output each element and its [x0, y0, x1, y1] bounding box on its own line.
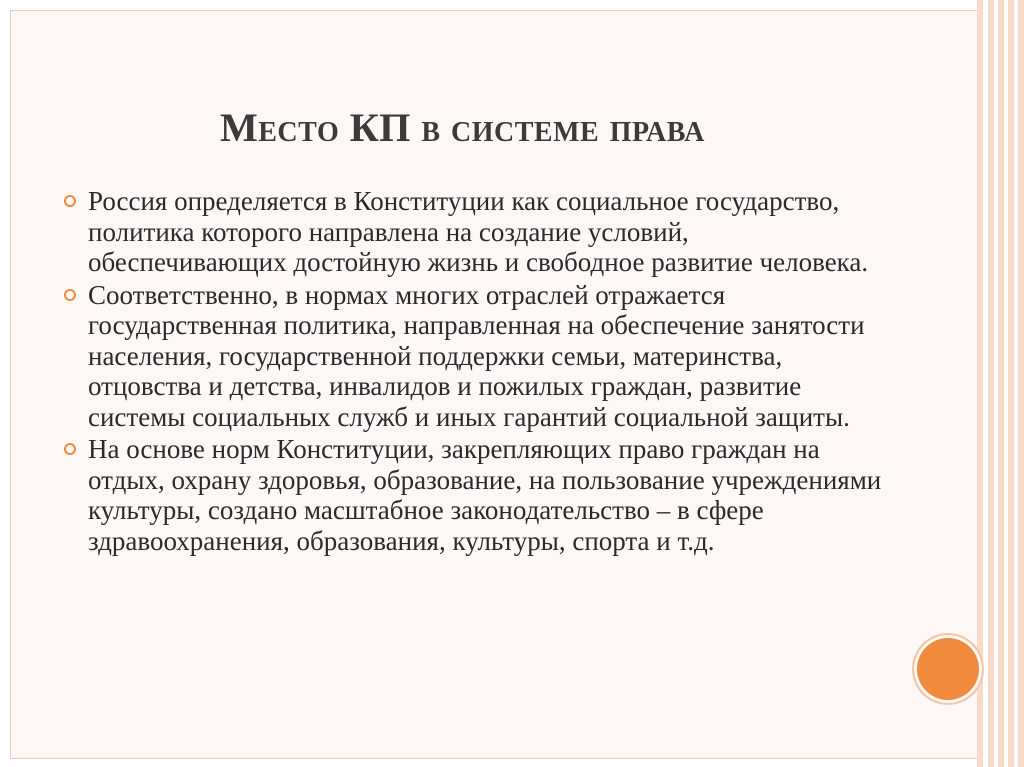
bullet-item	[60, 434, 890, 556]
bullet-text: На основе норм Конституции, закрепляющих право граждан на отдых, охрану здоровья, образование, на пользование учреждениями культуры, создано масштабное законодательство – в сфере здравоохранения, образования, культуры, спорта и т.д.	[88, 434, 882, 556]
bullet-text: Соответственно, в нормах многих отраслей отражается государственная политика, направленная на обеспечение занятости населения, государственной поддержки семьи, материнства, отцовства и детства, инвалидов и пожилых граждан, развитие системы социальных служб и иных гарантий социальной защиты.	[88, 279, 865, 432]
stripe	[1018, 0, 1024, 767]
stripe	[977, 0, 983, 767]
stripe	[988, 0, 994, 767]
bullet-list	[60, 186, 890, 558]
slide-title: Место КП в системе права	[220, 105, 705, 150]
bullet-item	[60, 280, 890, 433]
circle-bullet-icon	[64, 289, 76, 301]
stripe	[998, 0, 1004, 767]
circle-bullet-icon	[64, 195, 76, 207]
decorative-stripes	[977, 0, 1024, 767]
bullet-text: Россия определяется в Конституции как социальное государство, политика которого направлена на создание условий, обеспечивающих достойную жизнь и свободное развитие человека.	[88, 186, 869, 277]
orange-circle-icon	[917, 638, 979, 700]
bullet-item	[60, 186, 890, 278]
stripe	[1008, 0, 1014, 767]
circle-bullet-icon	[64, 443, 76, 455]
